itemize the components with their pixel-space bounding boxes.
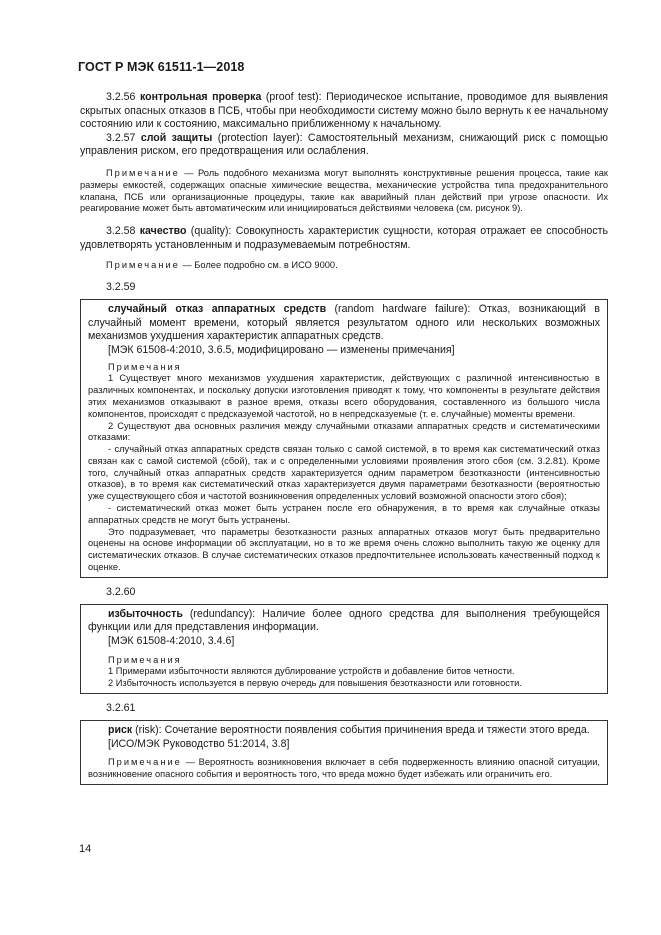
- term-3-2-57: [80, 132, 608, 159]
- note-label: Примечание: [106, 167, 180, 178]
- term-number: 3.2.58: [106, 225, 136, 238]
- term-definition: Отказ, возникающий в случайный момент времени, который является результатом одного или нескольких возможных механизмов ухудшения характеристик аппаратных средств.: [88, 303, 600, 343]
- document-header: ГОСТ Р МЭК 61511-1—2018: [78, 60, 245, 74]
- term-definition: Сочетание вероятности появления события причинения вреда и тяжести этого вреда.: [164, 724, 590, 737]
- term-3-2-59: [88, 303, 600, 344]
- term-3-2-61: [88, 724, 600, 738]
- note-label: Примечание: [108, 757, 182, 768]
- term-english: (risk):: [135, 724, 162, 737]
- term-definition: Наличие более одного средства для выполнения требующейся функции или для представления информации.: [88, 607, 600, 634]
- notes-title: Примечания: [108, 654, 182, 665]
- term-definition: Самостоятельный механизм, снижающий риск с помощью управления риском, его предотвращения или ослабления.: [80, 131, 608, 158]
- term-title: избыточность: [108, 607, 183, 620]
- term-english: (random hardware failure):: [334, 303, 471, 316]
- note-2: 2 Существуют два основных различия между случайными отказами аппаратных средств и систематическими отказами:: [88, 420, 600, 443]
- page-content: [80, 91, 608, 785]
- note-2-item-b: - систематический отказ может быть устранен после его обнаружения, в то время как случайные отказы аппаратных средств не могут быть устранены.: [88, 503, 600, 525]
- source-reference: [МЭК 61508-4:2010, 3.4.6]: [108, 635, 235, 648]
- term-3-2-56: [80, 91, 608, 132]
- term-title: слой защиты: [140, 131, 213, 144]
- note-3-2-61: [88, 757, 600, 781]
- note-3-2-57: [80, 168, 608, 215]
- term-3-2-58: [80, 225, 608, 252]
- term-box-3-2-59: [80, 299, 608, 578]
- note-text: — Роль подобного механизма могут выполнять конструктивные решения процесса, такие как размеры емкостей, содержащих опасные химические вещества, механические устройства типа предохранительного клапана, ПСБ или организационные процедуры, такие как аварийный план действий при угрозе опасности. Их реагирование может быть автоматическим или инициироваться действиями человека (см. рисунок 9).: [80, 167, 608, 214]
- term-title: случайный отказ аппаратных средств: [108, 303, 327, 316]
- term-title: риск: [108, 724, 133, 737]
- term-title: контрольная проверка: [139, 91, 262, 103]
- term-number-3-2-59: 3.2.59: [106, 281, 136, 294]
- term-english: (redundancy):: [189, 607, 256, 620]
- source-reference: [ИСО/МЭК Руководство 51:2014, 3.8]: [108, 737, 290, 750]
- term-number: 3.2.57: [106, 131, 136, 144]
- note-2-item-a: - случайный отказ аппаратных средств связан только с самой системой, в то время как систематический отказ связан как с самой системой (сбой), так и с определенными условиями проявления этого сбоя (см. 3.2.81). Кроме того, случайный отказ аппаратных средств характеризуется одним параметром безотказности (интенсивностью отказов), в то время как систематический отказ характеризуется двумя параметрами безотказности (вероятностью уже существующего сбоя и частотой возникновения определенных условий возможной опасности этого сбоя);: [88, 444, 600, 502]
- note-label: Примечание: [106, 260, 180, 271]
- note-2-conclusion: Это подразумевает, что параметры безотказности разных аппаратных отказов могут быть предварительно оценены на основе информации об эксплуатации, но в то же время очень сложно выполнить такую же оценку для систематических отказов. В случае систематических отказов предпочтительнее использовать качественный подход к оценке.: [88, 526, 600, 573]
- note-text: — Более подробно см. в ИСО 9000.: [182, 260, 338, 271]
- term-box-3-2-60: [80, 604, 608, 694]
- term-definition: Периодическое испытание, проводимое для выявления скрытых опасных отказов в ПСБ, чтобы при необходимости систему можно было вернуть к ее начальному состоянию или к состоянию, максимально приближенному к начальному.: [80, 91, 609, 131]
- term-english: (quality):: [190, 225, 232, 238]
- term-number-3-2-61: 3.2.61: [106, 702, 136, 715]
- note-2: 2 Избыточность используется в первую очередь для повышения безотказности или готовности.: [108, 678, 522, 689]
- source-reference: [МЭК 61508-4:2010, 3.6.5, модифицировано — изменены примечания]: [108, 343, 455, 356]
- note-3-2-58: [80, 260, 608, 272]
- page-number: 14: [79, 843, 92, 855]
- term-english: (proof test):: [265, 91, 322, 103]
- term-number-3-2-60: 3.2.60: [106, 585, 136, 598]
- term-english: (protection layer):: [217, 131, 303, 144]
- term-number: 3.2.56: [106, 91, 136, 103]
- term-title: качество: [139, 225, 187, 238]
- term-3-2-60: [88, 608, 600, 635]
- note-1: 1 Примерами избыточности являются дублирование устройств и добавление битов четности.: [108, 666, 515, 677]
- notes-title: Примечания: [108, 361, 182, 372]
- note-1: 1 Существует много механизмов ухудшения характеристик, действующих с различной интенсивностью в различных компонентах, и поскольку допуски изготовления приводят к тому, что компоненты в результате действия этих механизмов отказывают в разное время, отказы всего оборудования, составленного из большого числа компонентов, происходят с предсказуемой частотой, но в непредсказуемые (т. е. случайные) моменты времени.: [88, 373, 600, 419]
- term-definition: Совокупность характеристик сущности, которая отражает ее способность удовлетворять установленным и подразумеваемым потребностям.: [80, 225, 608, 251]
- term-box-3-2-61: [80, 720, 608, 785]
- note-text: — Вероятность возникновения включает в себя подверженность влиянию опасной ситуации, возникновение опасного события и вероятность того, что вреда можно будет избежать или ограничить его.: [88, 757, 600, 780]
